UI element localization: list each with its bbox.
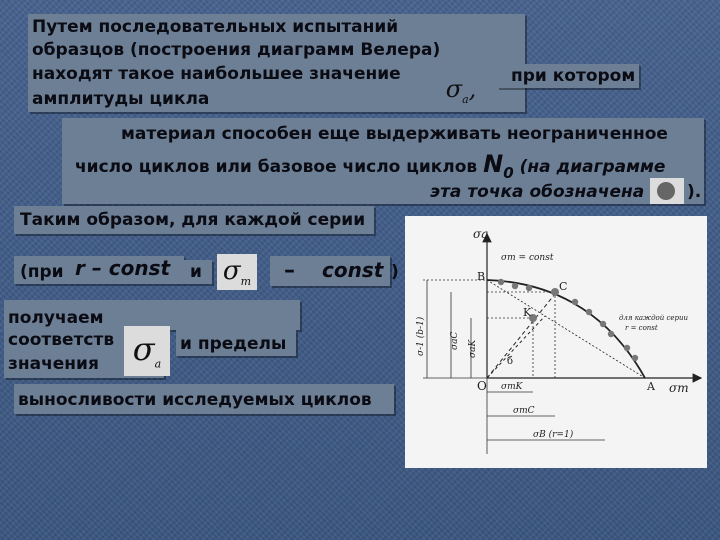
- condition-dash: –: [284, 258, 295, 283]
- sigma-a-sub: a: [462, 92, 469, 106]
- point-c: [551, 288, 559, 296]
- result-line-2: соответств: [8, 330, 115, 350]
- data-point: [586, 309, 592, 315]
- intro-line-2: образцов (построения диаграмм Велера): [32, 40, 441, 60]
- n0-symbol: [483, 150, 514, 182]
- result-line-2-tail: и пределы: [180, 334, 287, 354]
- n0-letter: N: [483, 150, 504, 178]
- series-line: Таким образом, для каждой серии: [20, 210, 366, 230]
- condition-and: и: [190, 262, 202, 282]
- sigma-a-symbol: [443, 74, 479, 106]
- point-marker-dot: [657, 182, 675, 200]
- const-ray: [487, 294, 555, 378]
- middle-line-2-paren: (на диаграмме: [519, 157, 666, 177]
- sigma-m-symbol: [217, 254, 257, 290]
- data-point: [512, 283, 518, 289]
- intro-line-1: Путем последовательных испытаний: [32, 17, 399, 37]
- intro-line-3-right: при котором: [511, 66, 636, 86]
- sigma-m-sub: m: [240, 275, 252, 289]
- legend-line-1: для каждой серии: [619, 314, 689, 322]
- label-x-axis: σm: [669, 381, 689, 395]
- label-y-axis: σa: [473, 227, 489, 241]
- middle-line-2-text: число циклов или базовое число циклов: [75, 157, 478, 177]
- label-sigma-ka: σaK: [468, 339, 478, 358]
- result-line-3: значения: [8, 354, 99, 374]
- middle-line-2: [75, 150, 665, 182]
- label-sigma-km: σmK: [501, 382, 523, 392]
- data-point: [526, 285, 532, 291]
- sigma-m-glyph: σ: [222, 256, 241, 286]
- data-point: [624, 345, 630, 351]
- condition-open: (при: [20, 262, 64, 282]
- data-point: [608, 331, 614, 337]
- middle-line-3-end: ).: [687, 182, 702, 202]
- label-sigma-ca: σaC: [450, 331, 460, 350]
- const-ray-2: [487, 316, 545, 378]
- haigh-diagram: [405, 216, 707, 468]
- label-left: σ-1 (b-1): [416, 316, 426, 356]
- data-point: [498, 279, 504, 285]
- sigma-a-glyph: σ: [445, 75, 463, 103]
- sigma-a2-symbol: [124, 326, 170, 376]
- label-k: K: [523, 306, 532, 319]
- label-sigma-cm: σmC: [513, 406, 535, 416]
- n0-sub: 0: [503, 163, 514, 182]
- last-line: выносливости исследуемых циклов: [18, 390, 372, 410]
- label-ray: σm = const: [501, 253, 554, 263]
- result-line-1: получаем: [8, 308, 104, 328]
- label-c: C: [559, 280, 568, 293]
- intro-line-3: находят такое наибольшее значение: [32, 64, 401, 84]
- condition-close: ): [391, 262, 399, 282]
- data-point: [572, 299, 578, 305]
- label-b: B: [477, 270, 486, 283]
- label-a: A: [647, 380, 655, 393]
- label-small-b: б: [507, 356, 514, 367]
- legend-line-2: r = const: [625, 324, 658, 332]
- data-point: [632, 355, 638, 361]
- condition-r-const: r – const: [75, 256, 171, 280]
- label-sigma-b: σB (r=1): [533, 430, 574, 440]
- sigma-a2-sub: a: [154, 357, 162, 371]
- intro-line-4: амплитуды цикла: [32, 89, 210, 109]
- data-point: [600, 321, 606, 327]
- point-marker-icon: [650, 178, 684, 204]
- sigma-a2-glyph: σ: [132, 330, 155, 368]
- condition-const: const: [322, 258, 384, 282]
- middle-line-3: эта точка обозначена: [430, 182, 645, 202]
- label-origin: O: [477, 379, 487, 393]
- sigma-a-comma: ,: [468, 75, 477, 103]
- middle-line-1: материал способен еще выдерживать неограниченное: [121, 124, 668, 144]
